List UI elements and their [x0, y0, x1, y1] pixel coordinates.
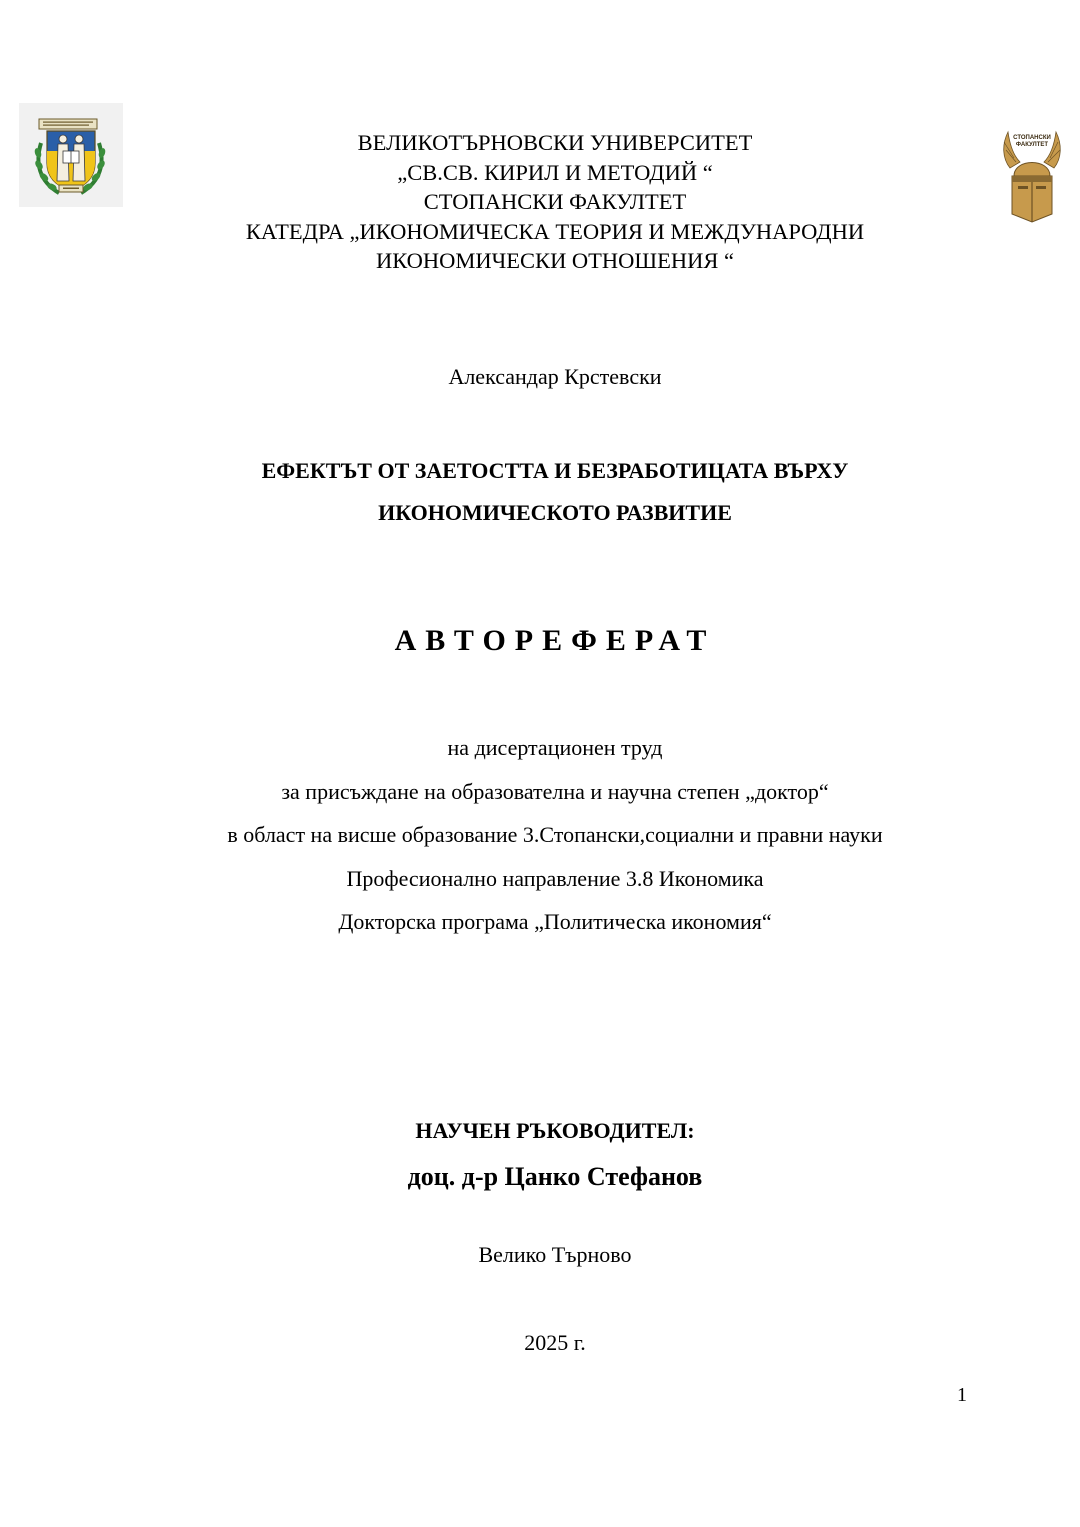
dissertation-description	[0, 726, 1080, 944]
supervisor-name: доц. д-р Цанко Стефанов	[407, 1162, 703, 1191]
page-number: 1	[957, 1384, 967, 1406]
title-line-1: ЕФЕКТЪТ ОТ ЗАЕТОСТТА И БЕЗРАБОТИЦАТА ВЪРХУ	[261, 458, 849, 483]
author-name: Александар Крстевски	[448, 364, 662, 389]
city: Велико Търново	[478, 1242, 632, 1267]
desc-line-3: в област на висше образование 3.Стопански,социални и правни науки	[227, 822, 883, 847]
winged-helmet-icon	[1000, 128, 1064, 224]
header-line-department: КАТЕДРА „ИКОНОМИЧЕСКА ТЕОРИЯ И МЕЖДУНАРОДНИ	[245, 218, 865, 244]
desc-line-1: на дисертационен труд	[447, 735, 663, 760]
header-line-university: ВЕЛИКОТЪРНОВСКИ УНИВЕРСИТЕТ	[357, 130, 753, 155]
desc-line-5: Докторска програма „Политическа икономия“	[338, 909, 772, 934]
faculty-logo-text	[1010, 135, 1054, 149]
dissertation-title	[0, 450, 1080, 534]
header-line-faculty: СТОПАНСКИ ФАКУЛТЕТ	[423, 189, 687, 214]
institution-header	[130, 128, 980, 276]
header-line-department-cont: ИКОНОМИЧЕСКИ ОТНОШЕНИЯ “	[375, 248, 734, 273]
year: 2025 г.	[524, 1330, 586, 1355]
desc-line-2: за присъждане на образователна и научна степен „доктор“	[281, 778, 829, 804]
document-type-heading: АВТОРЕФЕРАТ	[394, 624, 716, 657]
desc-line-4: Професионално направление 3.8 Икономика	[346, 865, 764, 891]
faculty-logo-text-line-2: ФАКУЛТЕТ	[1015, 142, 1049, 148]
faculty-logo-text-line-1: СТОПАНСКИ	[1013, 135, 1051, 141]
university-crest-icon	[19, 103, 123, 207]
header-line-saints: „СВ.СВ. КИРИЛ И МЕТОДИЙ “	[397, 159, 713, 185]
title-line-2: ИКОНОМИЧЕСКОТО РАЗВИТИЕ	[378, 500, 732, 525]
supervisor-label: НАУЧЕН РЪКОВОДИТЕЛ:	[415, 1118, 695, 1143]
